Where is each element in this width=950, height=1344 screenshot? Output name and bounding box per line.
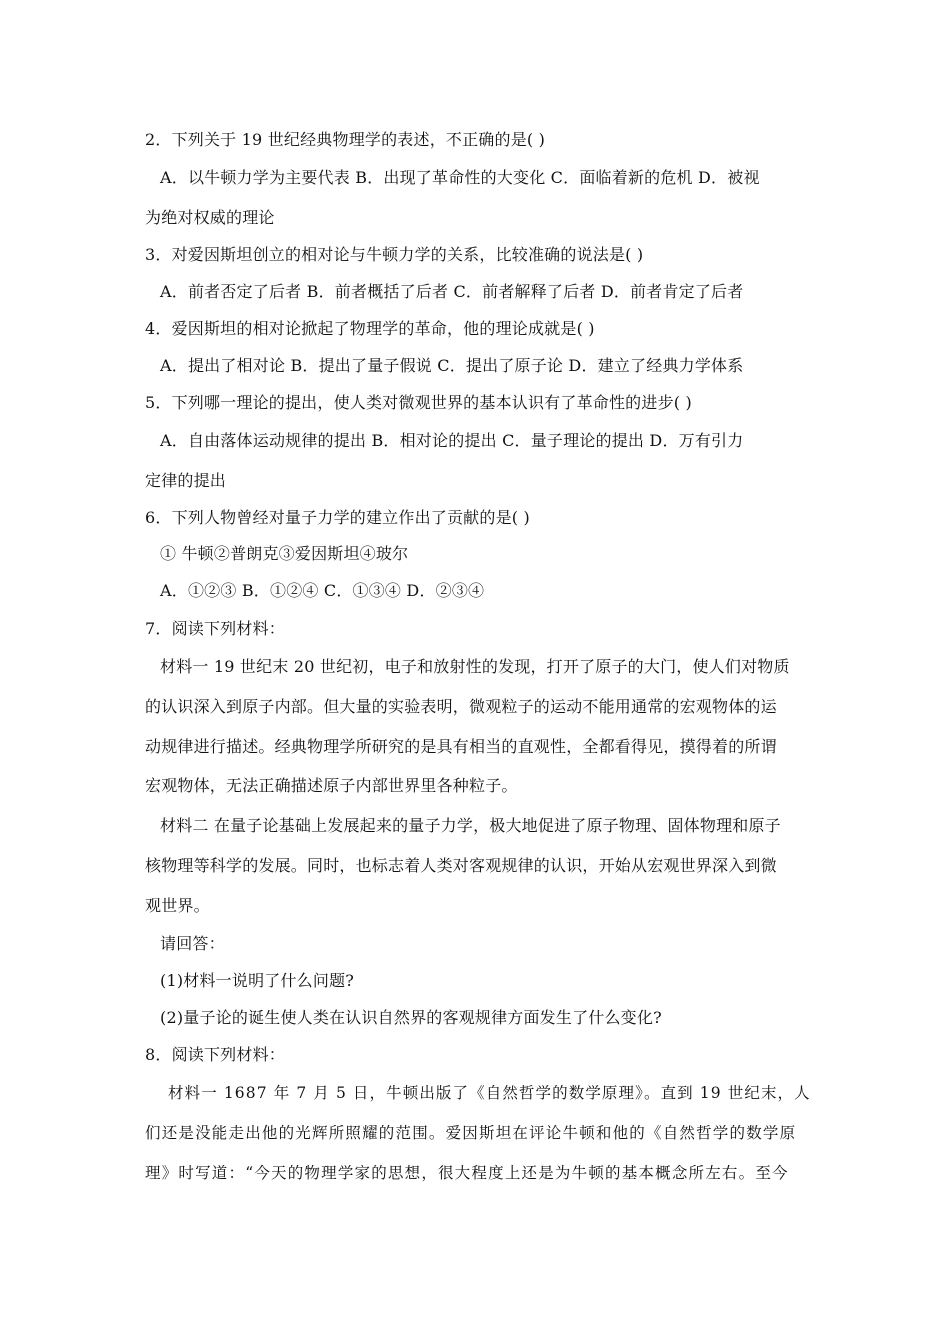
question-5-options: A．自由落体运动规律的提出 B．相对论的提出 C．量子理论的提出 D．万有引力: [160, 431, 744, 450]
question-7-sub-2: (2)量子论的诞生使人类在认识自然界的客观规律方面发生了什么变化?: [160, 1008, 662, 1027]
material-2-line-3: 观世界。: [145, 896, 210, 915]
material-1-line-4: 宏观物体，无法正确描述原子内部世界里各种粒子。: [145, 776, 518, 795]
material-2-line-2: 核物理等科学的发展。同时，也标志着人类对客观规律的认识，开始从宏观世界深入到微: [145, 856, 777, 875]
question-7-sub-1: (1)材料一说明了什么问题?: [160, 971, 355, 990]
material-1-line-1: 材料一 19 世纪末 20 世纪初，电子和放射性的发现，打开了原子的大门，使人们对物质: [160, 657, 790, 676]
question-7: 7．阅读下列材料：: [145, 619, 285, 638]
q8-material-1-line-2: 们还是没能走出他的光辉所照耀的范围。爱因斯坦在评论牛顿和他的《自然哲学的数学原: [145, 1124, 797, 1142]
question-6-options: A．①②③ B．①②④ C．①③④ D．②③④: [160, 581, 485, 600]
q8-material-1-line-1: 材料一 1687 年 7 月 5 日，牛顿出版了《自然哲学的数学原理》。直到 19 世纪末，人: [168, 1084, 811, 1102]
question-2: 2．下列关于 19 世纪经典物理学的表述，不正确的是( ): [145, 130, 546, 149]
material-1-line-2: 的认识深入到原子内部。但大量的实验表明，微观粒子的运动不能用通常的宏观物体的运: [145, 697, 777, 716]
question-2-options-continued: 为绝对权威的理论: [145, 208, 275, 227]
question-8: 8．阅读下列材料：: [145, 1045, 285, 1064]
question-7-prompt: 请回答：: [160, 934, 225, 953]
question-2-options: A．以牛顿力学为主要代表 B．出现了革命性的大变化 C．面临着新的危机 D．被视: [160, 168, 760, 187]
question-6-list: ① 牛顿②普朗克③爱因斯坦④玻尔: [160, 544, 409, 563]
question-5: 5．下列哪一理论的提出，使人类对微观世界的基本认识有了革命性的进步( ): [145, 393, 692, 412]
q8-material-1-line-3: 理》时写道：“今天的物理学家的思想，很大程度上还是为牛顿的基本概念所左右。至今: [145, 1164, 789, 1182]
material-1-line-3: 动规律进行描述。经典物理学所研究的是具有相当的直观性，全都看得见，摸得着的所谓: [145, 737, 777, 756]
question-6: 6．下列人物曾经对量子力学的建立作出了贡献的是( ): [145, 508, 530, 527]
question-3: 3．对爱因斯坦创立的相对论与牛顿力学的关系，比较准确的说法是( ): [145, 245, 644, 264]
question-3-options: A．前者否定了后者 B．前者概括了后者 C．前者解释了后者 D．前者肯定了后者: [160, 282, 744, 301]
question-4-options: A．提出了相对论 B．提出了量子假说 C．提出了原子论 D．建立了经典力学体系: [160, 356, 744, 375]
question-4: 4．爱因斯坦的相对论掀起了物理学的革命，他的理论成就是( ): [145, 319, 595, 338]
question-5-options-continued: 定律的提出: [145, 471, 227, 490]
material-2-line-1: 材料二 在量子论基础上发展起来的量子力学，极大地促进了原子物理、固体物理和原子: [160, 816, 781, 835]
